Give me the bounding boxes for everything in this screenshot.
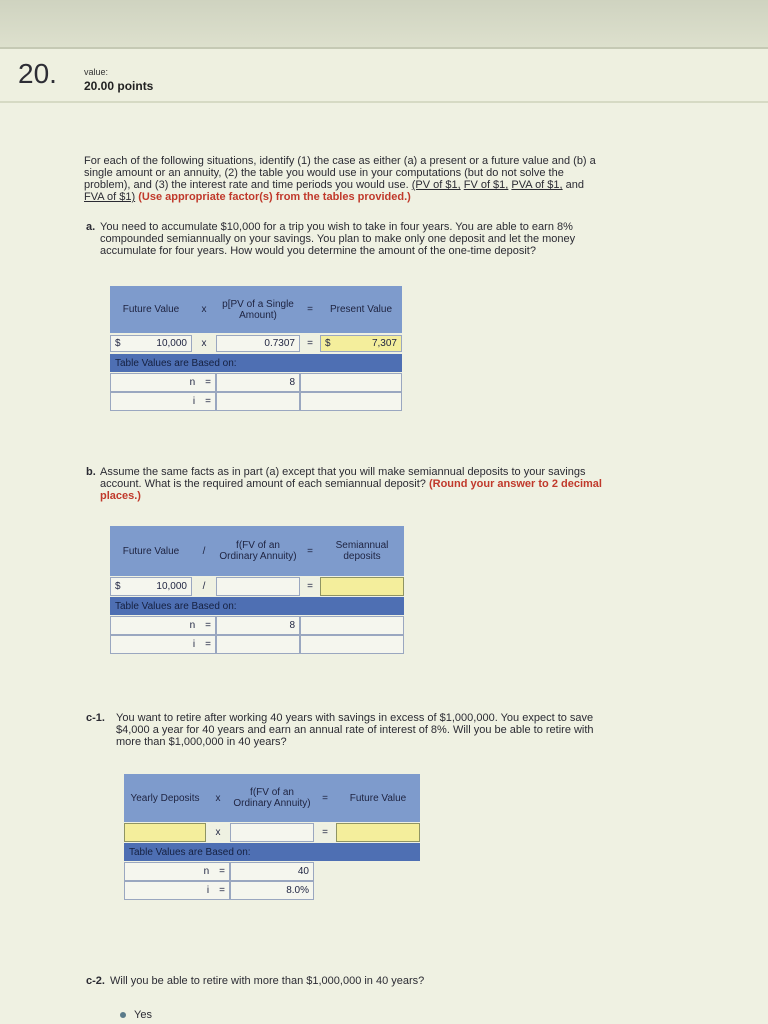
future-value-cell [110,577,192,596]
option-yes-label[interactable]: Yes [134,1009,152,1021]
i-row-label [124,881,230,900]
intro-instruction: (Use appropriate factor(s) from the tables provided.) [138,191,411,203]
part-a-label: a. [86,221,96,233]
part-c2-label: c-2. [86,975,105,987]
n-value-field[interactable]: 40 [230,862,314,881]
link-fv-of-1[interactable]: FV of $1, [463,179,509,191]
i-label: i [192,639,196,650]
equals-sign: = [322,827,328,838]
times-sign: x [215,827,221,838]
n-equals: = [205,620,211,631]
future-value-amount: 10,000 [156,338,187,349]
header-future-value: Future Value [110,526,192,576]
part-b-question: account. What is the required amount of each semiannual deposit? [100,478,426,490]
value-label: value: [84,67,109,77]
i-row-filler [300,635,404,654]
table-values-band: Table Values are Based on: [110,354,402,372]
i-label: i [192,396,196,407]
header-fv-ordinary-annuity: f(FV of an Ordinary Annuity) [216,526,300,576]
question-points: 20.00 points [84,79,154,93]
equals-sign: = [307,581,313,592]
part-a-line-1: You need to accumulate $10,000 for a trip you wish to take in four years. You are able to earn 8% [100,221,573,233]
intro-and: and [565,179,585,191]
radio-yes[interactable] [120,1012,126,1018]
header-present-value: Present Value [320,286,402,333]
dollar-sign: $ [115,581,121,592]
part-a-line-2: compounded semiannually on your savings. You plan to make only one deposit and let the money [100,233,576,245]
part-b-line-2 [100,478,602,490]
dollar-sign: $ [325,338,331,349]
i-value-field[interactable] [216,392,300,411]
n-label: n [189,620,196,631]
part-b-rounding-note: (Round your answer to 2 decimal [428,478,602,490]
part-c2-question: Will you be able to retire with more than $1,000,000 in 40 years? [110,975,425,987]
times-sign: x [201,338,207,349]
header-future-value: Future Value [110,286,192,333]
i-equals: = [205,396,211,407]
future-value-field[interactable] [336,823,420,842]
i-value-field[interactable] [216,635,300,654]
header-times: x [192,286,216,333]
pv-factor-field[interactable]: 0.7307 [216,335,300,352]
yearly-deposits-field[interactable] [124,823,206,842]
n-row-label [124,862,230,881]
present-value-amount: 7,307 [371,338,397,349]
part-b-label: b. [86,466,96,478]
part-c1-label: c-1. [86,712,105,724]
i-equals: = [205,639,211,650]
top-bar [0,0,768,49]
n-row-label [110,616,216,635]
n-label: n [203,866,210,877]
header-yearly-deposits: Yearly Deposits [124,774,206,822]
part-c1-line-3: more than $1,000,000 in 40 years? [116,736,287,748]
header-fv-ordinary-annuity: f(FV of an Ordinary Annuity) [230,774,314,822]
header-equals: = [314,774,336,822]
intro-line-2: single amount or an annuity, (2) the table you would use in your computations (but do not solve the [84,167,564,179]
header-divide: / [192,526,216,576]
intro-line-4 [84,191,411,203]
table-values-band: Table Values are Based on: [110,597,404,615]
i-row-label [110,392,216,411]
n-row-filler [300,373,402,392]
link-pva-of-1[interactable]: PVA of $1, [511,179,563,191]
i-row-label [110,635,216,654]
i-row-filler [300,392,402,411]
i-equals: = [219,885,225,896]
intro-line-3-text: problem), and (3) the interest rate and time periods you would use. [84,179,409,191]
header-equals: = [300,286,320,333]
i-label: i [206,885,210,896]
divider [0,101,768,103]
n-value-field[interactable]: 8 [216,373,300,392]
intro-line-3 [84,179,584,191]
n-equals: = [219,866,225,877]
dollar-sign: $ [115,338,121,349]
link-fva-of-1[interactable]: FVA of $1) [84,191,136,203]
intro-line-1: For each of the following situations, identify (1) the case as either (a) a present or a future value and (b) a [84,155,596,167]
header-pv-single-amount: p[PV of a Single Amount) [216,286,300,333]
part-b-rounding-note-end: places.) [100,490,141,502]
divide-sign: / [202,581,206,592]
future-value-amount: 10,000 [156,581,187,592]
present-value-field[interactable] [320,335,402,352]
part-c1-line-1: You want to retire after working 40 years with savings in excess of $1,000,000. You expect to save [116,712,594,724]
equals-sign: = [307,338,313,349]
part-b-line-1: Assume the same facts as in part (a) except that you will make semiannual deposits to your savings [100,466,586,478]
question-number: 20. [18,58,57,89]
header-future-value: Future Value [336,774,420,822]
question-header [0,49,768,101]
n-row-label [110,373,216,392]
n-equals: = [205,377,211,388]
header-semiannual-deposits: Semiannual deposits [320,526,404,576]
part-a-line-3: accumulate for four years. How would you determine the amount of the one-time deposit? [100,245,536,257]
fv-annuity-factor-field[interactable] [230,823,314,842]
n-value-field[interactable]: 8 [216,616,300,635]
n-row-filler [300,616,404,635]
i-value-field[interactable]: 8.0% [230,881,314,900]
header-equals: = [300,526,320,576]
future-value-cell [110,335,192,352]
part-c1-line-2: $4,000 a year for 40 years and earn an annual rate of interest of 8%. Will you be able to retire with [116,724,594,736]
semiannual-deposit-field[interactable] [320,577,404,596]
fv-annuity-factor-field[interactable] [216,577,300,596]
n-label: n [189,377,196,388]
link-pv-of-1[interactable]: (PV of $1, [411,179,461,191]
table-values-band: Table Values are Based on: [124,843,420,861]
header-times: x [206,774,230,822]
